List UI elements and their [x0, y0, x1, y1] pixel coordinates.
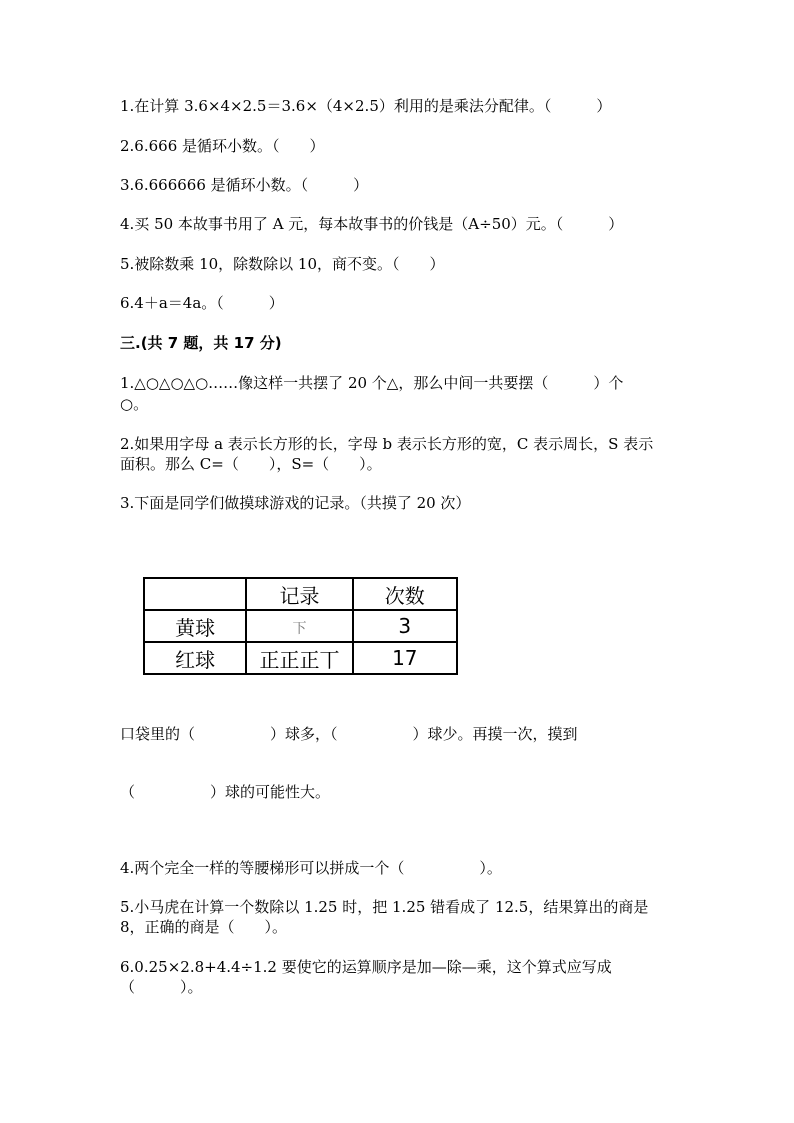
table-row-label: 黄球 [144, 610, 246, 642]
part2-item-4: 4.买 50 本故事书用了 A 元，每本故事书的价钱是（A÷50）元。（ ） [120, 215, 624, 233]
q3-intro: 3.下面是同学们做摸球游戏的记录。（共摸了 20 次） [120, 494, 471, 512]
q5-line1: 5.小马虎在计算一个数除以 1.25 时，把 1.25 错看成了 12.5，结果算出的商是 [120, 898, 649, 916]
table-row [144, 610, 457, 642]
table-row-label: 红球 [144, 642, 246, 674]
part2-item-5: 5.被除数乘 10，除数除以 10，商不变。（ ） [120, 255, 445, 273]
q1-line2: ○。 [120, 395, 149, 413]
part2-item-3: 3.6.666666 是循环小数。（ ） [120, 176, 369, 194]
q2-line1: 2.如果用字母 a 表示长方形的长，字母 b 表示长方形的宽，C 表示周长，S 表示 [120, 435, 654, 453]
q3-answer-line2: （ ）球的可能性大。 [120, 783, 331, 801]
ball-record-table [143, 577, 458, 675]
part2-item-2: 2.6.666 是循环小数。（ ） [120, 137, 325, 155]
q5-line2: 8，正确的商是（ ）。 [120, 918, 288, 936]
q2-line2: 面积。那么 C=（ ），S=（ ）。 [120, 455, 382, 473]
q1-line1: 1.△○△○△○……像这样一共摆了 20 个△，那么中间一共要摆（ ）个 [120, 374, 624, 392]
q3-answer-line1: 口袋里的（ ）球多，（ ）球少。再摸一次，摸到 [120, 725, 578, 743]
tally-record: 正正正丅 [246, 642, 352, 674]
q4: 4.两个完全一样的等腰梯形可以拼成一个（ ）。 [120, 859, 502, 877]
part2-item-1: 1.在计算 3.6×4×2.5＝3.6×（4×2.5）利用的是乘法分配律。（ ） [120, 97, 612, 115]
table-header-cell [144, 578, 246, 610]
table-header-cell: 次数 [353, 578, 457, 610]
q6-line1: 6.0.25×2.8+4.4÷1.2 要使它的运算顺序是加—除—乘，这个算式应写成 [120, 958, 612, 976]
part2-item-6: 6.4＋a＝4a。（ ） [120, 294, 284, 312]
tally-record: 下 [292, 621, 307, 637]
section3-heading: 三.(共 7 题，共 17 分) [120, 334, 282, 352]
table-header-cell: 记录 [246, 578, 352, 610]
table-row [144, 642, 457, 674]
table-header-row [144, 578, 457, 610]
q6-line2: （ ）。 [120, 978, 203, 996]
table-row-count: 3 [353, 610, 457, 642]
table-row-count: 17 [353, 642, 457, 674]
